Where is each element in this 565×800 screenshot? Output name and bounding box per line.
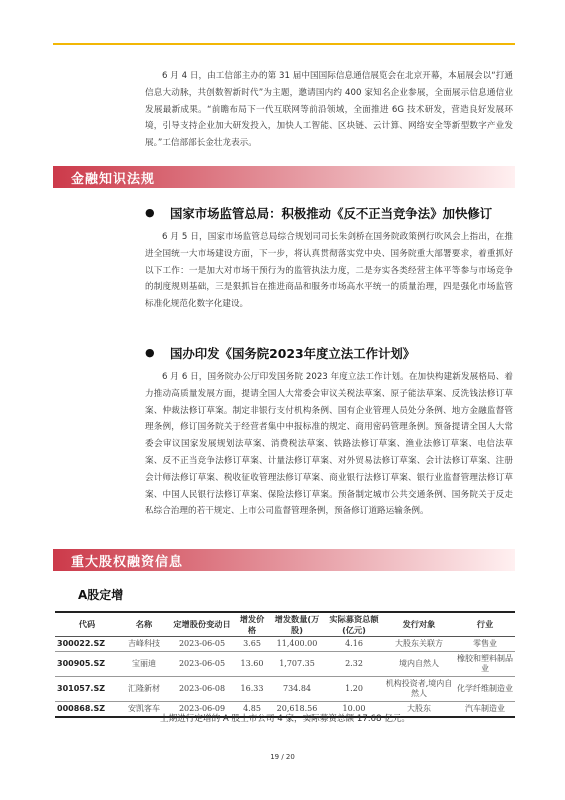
article-text: 6 月 6 日，国务院办公厅印发国务院 2023 年度立法工作计划。在加快构建新发展格局、着力推动高质量发展方面，提请全国人大常委会审议关税法草案、原子能法草案、反洗钱法修订草案、仲裁法修订草案。制定非银行支付机构条例、国有企业管理人员处分条例、地方金融监督管理条例，修订国务院关于经营者集中申报标准的规定、商用密码管理条例。预备提请全国人大常委会审议国家发展规划法草案、消费税法草案、铁路法修订草案、渔业法修订草案、电信法草案、反不正当竞争法修订草案、计量法修订草案、对外贸易法修订草案、会计法修订草案、注册会计师法修订草案、税收征收管理法修订草案、商业银行法修订草案、银行业监督管理法修订草案、中国人民银行法修订草案、保险法修订草案。预备制定城市公共交通条例、国务院关于反走私综合治理的若干规定、上市公司监督管理条例，预备修订道路运输条例。 — [145, 372, 513, 517]
column-header: 代码 — [55, 612, 119, 637]
cell-price: 3.65 — [235, 637, 269, 652]
cell-code: 300022.SZ — [55, 637, 119, 652]
column-header: 定增股份变动日 — [169, 612, 235, 637]
column-header: 名称 — [119, 612, 169, 637]
cell-name: 安凯客车 — [119, 702, 169, 718]
bullet-icon: ● — [145, 346, 155, 359]
cell-name: 吉峰科技 — [119, 637, 169, 652]
column-header: 实际募资总额(亿元) — [325, 612, 383, 637]
cell-quantity: 11,400.00 — [269, 637, 325, 652]
table-title: A股定增 — [78, 588, 124, 602]
cell-target: 大股东关联方 — [383, 637, 455, 652]
cell-target: 境内自然人 — [383, 652, 455, 677]
section-banner-finance-law — [53, 166, 515, 188]
section-banner-equity — [53, 549, 515, 571]
column-header: 增发价格 — [235, 612, 269, 637]
cell-code: 300905.SZ — [55, 652, 119, 677]
cell-amount: 4.16 — [325, 637, 383, 652]
table-row — [55, 652, 515, 677]
column-header: 行业 — [455, 612, 515, 637]
article-text: 6 月 5 日，国家市场监管总局综合规划司司长朱剑桥在国务院政策例行吹风会上指出，在推进全国统一大市场建设方面，下一步，将认真贯彻落实党中央、国务院重大部署要求，着重抓好以下工作：一是加大对市场干预行为的监管执法力度，二是夯实各类经营主体平等参与市场竞争的制度规则基础，三是狠抓旨在推进商品和服务市场高水平统一的质量治理，四是强化市场监管标准化规范化数字化建设。 — [145, 232, 513, 310]
bullet-icon: ● — [145, 206, 155, 219]
header-rule — [53, 43, 515, 45]
table-row — [55, 637, 515, 652]
article-paragraph — [145, 229, 513, 313]
cell-amount: 10.00 — [325, 702, 383, 718]
article-paragraph — [145, 369, 513, 520]
cell-price: 13.60 — [235, 652, 269, 677]
column-header: 发行对象 — [383, 612, 455, 637]
cell-name: 宝丽迪 — [119, 652, 169, 677]
cell-quantity: 20,618.56 — [269, 702, 325, 718]
column-header: 增发数量(万股) — [269, 612, 325, 637]
intro-text: 6 月 4 日，由工信部主办的第 31 届中国国际信息通信展览会在北京开幕，本届展会以“打通信息大动脉，共创数智新时代”为主题，邀请国内约 400 家知名企业参展，全面展示信息通信业发展最新成果。“前瞻布局下一代互联网等前沿领域，全面推进 6G 技术研发，营造良好发展环境，引导支持企业加大研发投入，加快人工智能、区块链、云计算、网络安全等新型数字产业发展。”工信部部长金壮龙表示。 — [145, 71, 513, 149]
cell-date: 2023-06-05 — [169, 637, 235, 652]
cell-code: 301057.SZ — [55, 677, 119, 702]
cell-price: 4.85 — [235, 702, 269, 718]
a-share-table — [55, 611, 515, 718]
page-number: 19 / 20 — [270, 753, 295, 761]
cell-industry: 汽车制造业 — [455, 702, 515, 718]
section-title: 金融知识法规 — [71, 172, 156, 187]
cell-amount: 1.20 — [325, 677, 383, 702]
cell-date: 2023-06-05 — [169, 652, 235, 677]
cell-date: 2023-06-09 — [169, 702, 235, 718]
cell-industry: 化学纤维制造业 — [455, 677, 515, 702]
table-summary-note: 上期进行定增的 A 股上市公司 4 家，实际募资总额 17.68 亿元。 — [160, 714, 410, 724]
table-header-row — [55, 612, 515, 637]
cell-price: 16.33 — [235, 677, 269, 702]
cell-amount: 2.32 — [325, 652, 383, 677]
article-title: 国办印发《国务院2023年度立法工作计划》 — [170, 346, 416, 361]
article-title: 国家市场监管总局：积极推动《反不正当竞争法》加快修订 — [170, 206, 493, 221]
cell-target: 大股东 — [383, 702, 455, 718]
cell-target: 机构投资者,境内自然人 — [383, 677, 455, 702]
cell-name: 汇隆新材 — [119, 677, 169, 702]
section-title: 重大股权融资信息 — [71, 555, 184, 570]
table-row — [55, 677, 515, 702]
cell-code: 000868.SZ — [55, 702, 119, 718]
cell-quantity: 734.84 — [269, 677, 325, 702]
cell-industry: 橡胶和塑料制品业 — [455, 652, 515, 677]
cell-date: 2023-06-08 — [169, 677, 235, 702]
cell-quantity: 1,707.35 — [269, 652, 325, 677]
intro-paragraph — [145, 68, 513, 152]
cell-industry: 零售业 — [455, 637, 515, 652]
